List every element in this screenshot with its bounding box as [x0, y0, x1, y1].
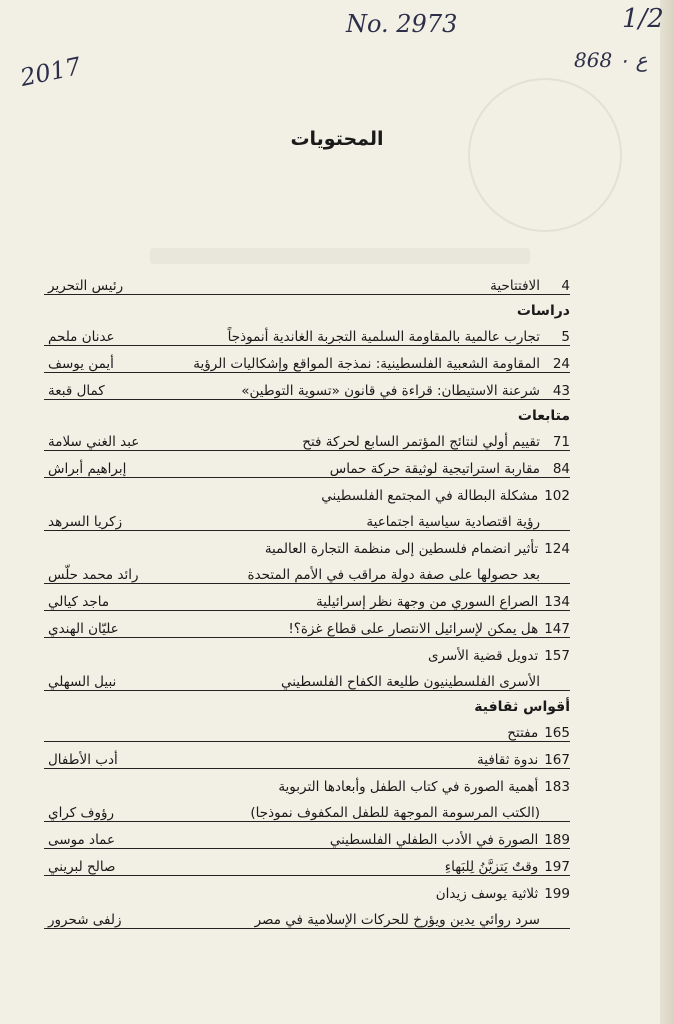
entry-author: نبيل السهلي: [48, 674, 117, 690]
entry-title: الصراع السوري من وجهة نظر إسرائيلية: [315, 594, 539, 610]
entry-author: رؤوف كراي: [48, 805, 115, 821]
page-number: 71: [552, 434, 570, 450]
toc-row: [44, 664, 570, 691]
toc-row: [44, 638, 570, 664]
toc-entry: [445, 859, 570, 875]
toc-entry: [248, 567, 570, 583]
toc-entry: [366, 514, 570, 530]
entry-author: عماد موسى: [48, 832, 116, 848]
toc-row: [44, 902, 570, 929]
entry-author: رئيس التحرير: [48, 278, 124, 294]
toc-entry: [507, 725, 570, 741]
entry-author: عدنان ملحم: [48, 329, 115, 345]
entry-author: عبد الغني سلامة: [48, 434, 140, 450]
entry-author: ماجد كيالي: [48, 594, 110, 610]
toc-entry: [265, 541, 570, 557]
entry-title: شرعنة الاستيطان: قراءة في قانون «تسوية التوطين»: [241, 383, 540, 399]
entry-title: رؤية اقتصادية سياسية اجتماعية: [366, 514, 540, 530]
toc-entry: [490, 278, 570, 294]
page-number: 157: [544, 648, 570, 664]
page-number: 43: [552, 383, 570, 399]
toc-entry: [477, 752, 570, 768]
entry-title: مقاربة استراتيجية لوثيقة حركة حماس: [329, 461, 540, 477]
entry-author: إبراهيم أبراش: [48, 461, 127, 477]
entry-title: تأثير انضمام فلسطين إلى منظمة التجارة العالمية: [264, 541, 539, 557]
page-number: 84: [552, 461, 570, 477]
toc-entry: [241, 383, 570, 399]
entry-title: تجارب عالمية بالمقاومة السلمية التجربة الغاندية أنموذجاً: [227, 329, 540, 345]
toc-row: [44, 373, 570, 400]
page-number: 183: [544, 779, 570, 795]
entry-author: زكريا السرهد: [48, 514, 123, 530]
section-heading: أقواس ثقافية: [474, 699, 570, 715]
toc-row: [44, 346, 570, 373]
page-number: 124: [544, 541, 570, 557]
toc-entry: [302, 434, 570, 450]
toc-entry: [288, 621, 570, 637]
toc-row: [44, 795, 570, 822]
entry-author: أدب الأطفال: [48, 752, 118, 768]
toc-row: [44, 451, 570, 478]
toc-entry: [330, 461, 570, 477]
toc-entry: [436, 886, 570, 902]
toc-row: [44, 424, 570, 451]
entry-title: ثلاثية يوسف زيدان: [435, 886, 539, 902]
toc-row: [44, 478, 570, 504]
toc-row: [44, 876, 570, 902]
bleed-through: [150, 248, 530, 264]
toc-entry: [228, 329, 570, 345]
page-number: 5: [561, 329, 570, 345]
toc-row: [44, 849, 570, 876]
toc-row: [44, 531, 570, 557]
entry-title: سرد روائي يدين ويؤرخ للحركات الإسلامية في مصر: [254, 912, 540, 928]
entry-title: تقييم أولي لنتائج المؤتمر السابع لحركة فتح: [302, 434, 540, 450]
entry-title: المقاومة الشعبية الفلسطينية: نمذجة المواقع وإشكاليات الرؤية: [193, 356, 540, 372]
entry-author: رائد محمد حلّس: [48, 567, 139, 583]
toc-row: [44, 715, 570, 742]
handwritten-fraction: 1/2: [622, 4, 664, 34]
toc-entry: [255, 912, 570, 928]
page-number: 197: [544, 859, 570, 875]
page-number: 147: [544, 621, 570, 637]
entry-author: زلفى شحرور: [48, 912, 122, 928]
entry-title: الأسرى الفلسطينيون طليعة الكفاح الفلسطيني: [280, 674, 540, 690]
handwritten-left: 2017: [17, 51, 84, 93]
page-title: المحتويات: [290, 128, 384, 150]
toc-entry: [250, 805, 570, 821]
entry-author: عليّان الهندي: [48, 621, 119, 637]
entry-title: (الكتب المرسومة الموجهة للطفل المكفوف نموذجا): [250, 805, 540, 821]
toc-row: [44, 611, 570, 638]
toc-row: [44, 769, 570, 795]
entry-title: تدويل قضية الأسرى: [428, 648, 539, 664]
handwritten-right: ع ٠ 868: [574, 48, 648, 72]
toc-row: [44, 742, 570, 769]
page-number: 199: [544, 886, 570, 902]
entry-title: الصورة في الأدب الطفلي الفلسطيني: [329, 832, 539, 848]
entry-title: مفتتح: [507, 725, 539, 741]
toc-row: [44, 557, 570, 584]
page-number: 165: [544, 725, 570, 741]
page-number: 102: [544, 488, 570, 504]
section-heading: دراسات: [516, 303, 570, 319]
toc-row: [44, 584, 570, 611]
entry-author: كمال قبعة: [48, 383, 105, 399]
toc-entry: [330, 832, 570, 848]
toc-entry: [316, 594, 570, 610]
toc-row: [44, 822, 570, 849]
page-number: 189: [544, 832, 570, 848]
faded-stamp: [468, 78, 622, 232]
section-heading: متابعات: [517, 408, 570, 424]
entry-title: مشكلة البطالة في المجتمع الفلسطيني: [321, 488, 539, 504]
entry-title: وقتٌ يَتزيَّنُ لِلبَهاءِ: [444, 859, 539, 875]
entry-title: ندوة ثقافية: [477, 752, 539, 768]
toc-row: [44, 504, 570, 531]
page-number: 134: [544, 594, 570, 610]
handwritten-number: No. 2973: [346, 10, 458, 38]
page-number: 167: [544, 752, 570, 768]
entry-title: أهمية الصورة في كتاب الطفل وأبعادها التربوية: [278, 779, 539, 795]
toc-row: [44, 319, 570, 346]
toc-row: [44, 268, 570, 295]
entry-author: أيمن يوسف: [48, 356, 114, 372]
entry-author: صالح لبريني: [48, 859, 116, 875]
entry-title: هل يمكن لإسرائيل الانتصار على قطاع غزة؟!: [288, 621, 539, 637]
toc-entry: [428, 648, 570, 664]
page-edge: [660, 0, 674, 1024]
toc-entry: [278, 779, 570, 795]
table-of-contents: [44, 268, 570, 929]
page-number: 24: [552, 356, 570, 372]
entry-title: بعد حصولها على صفة دولة مراقب في الأمم المتحدة: [247, 567, 540, 583]
toc-entry: [193, 356, 570, 372]
entry-title: الافتتاحية: [490, 278, 540, 294]
page-number: 4: [561, 278, 570, 294]
toc-entry: [321, 488, 570, 504]
toc-entry: [281, 674, 570, 690]
